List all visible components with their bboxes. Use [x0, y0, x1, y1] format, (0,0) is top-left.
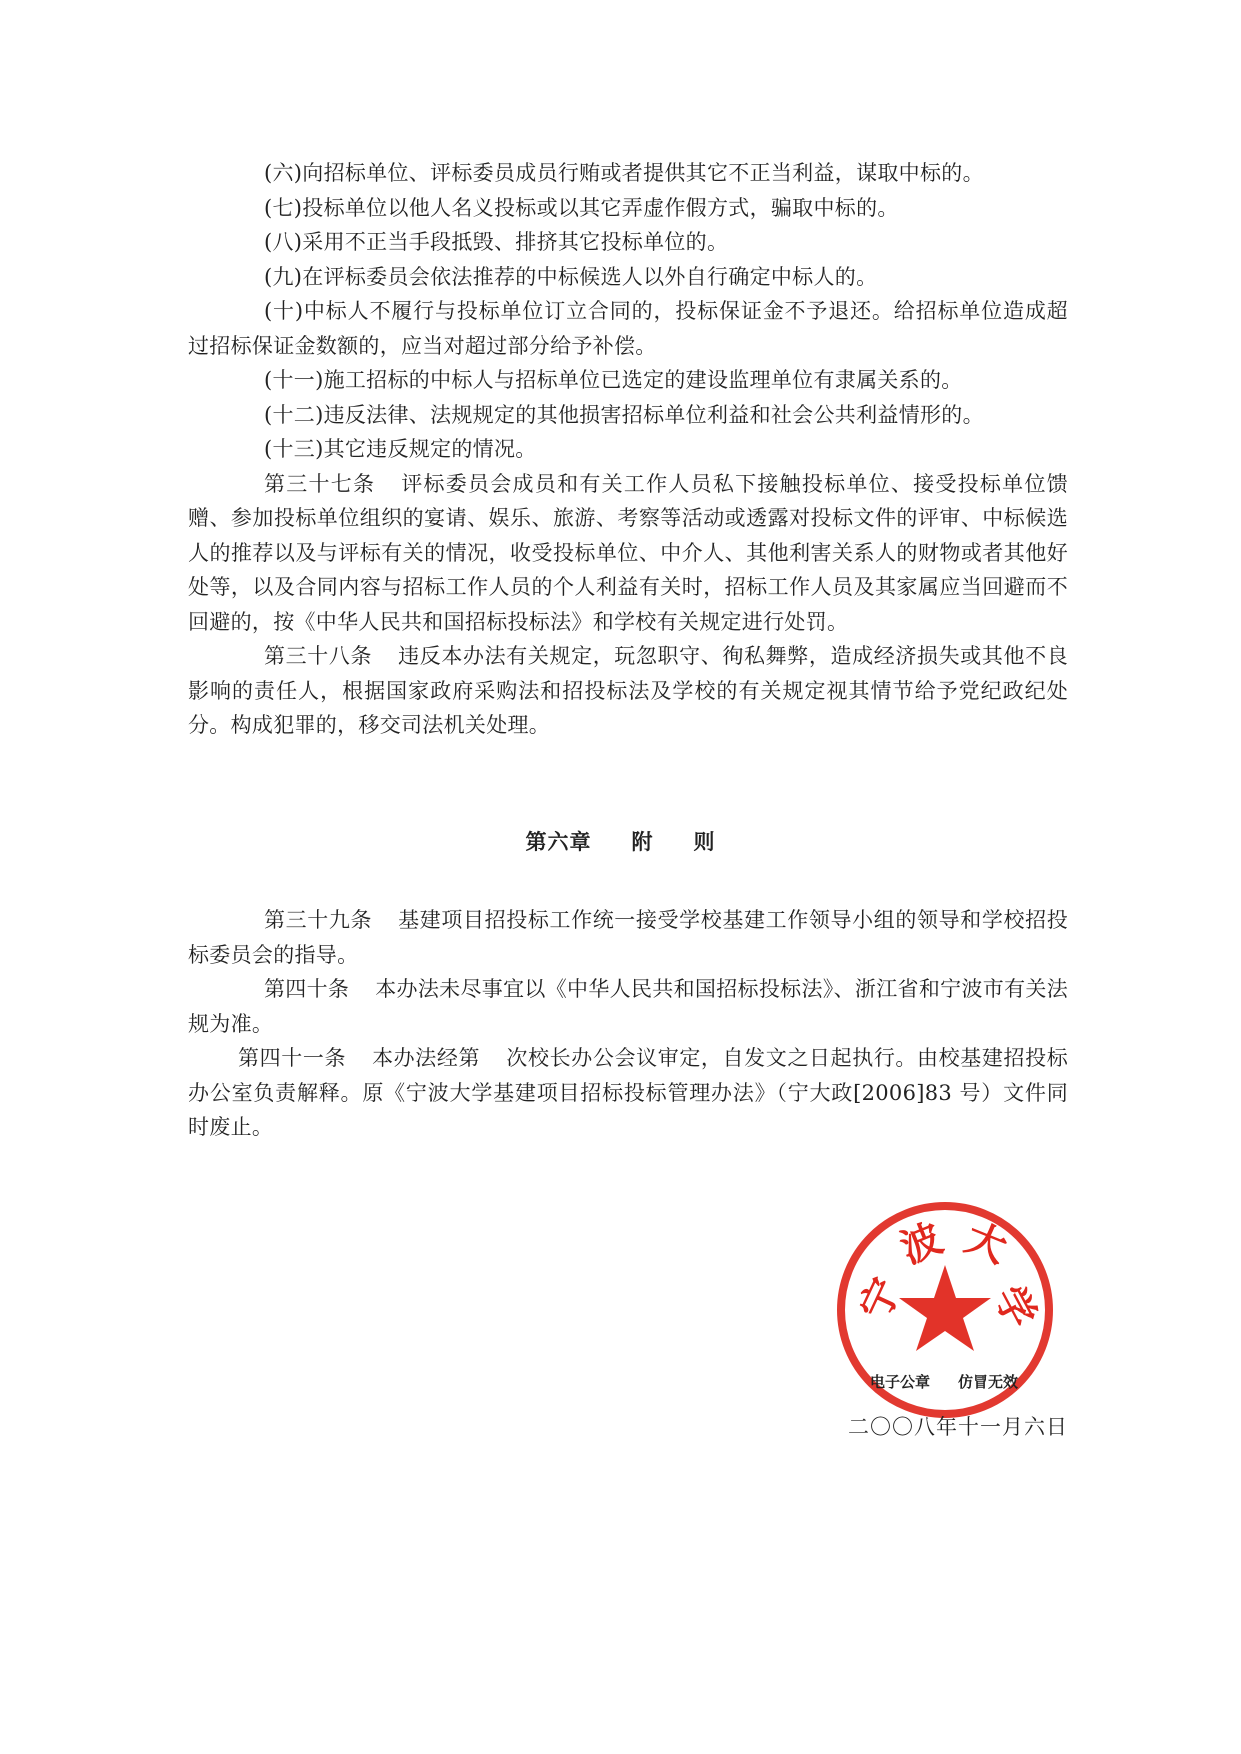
- list-item: (九)在评标委员会依法推荐的中标候选人以外自行确定中标人的。: [264, 264, 878, 289]
- chapter-number: 第六章: [525, 830, 592, 854]
- svg-text:波: 波: [894, 1215, 949, 1273]
- list-item: (十)中标人不履行与投标单位订立合同的，投标保证金不予退还。给招标单位造成超过招标保证金数额的，应当对超过部分给予补偿。: [188, 299, 1068, 358]
- chapter-title-char-1: 附: [631, 830, 654, 854]
- article-39: [188, 903, 1068, 972]
- violation-list: [188, 156, 1068, 743]
- article-41: [188, 1041, 1068, 1145]
- article-39-title: 第三十九条: [264, 908, 373, 932]
- article-41-text-before: 本办法经第: [372, 1046, 481, 1070]
- document-date: 二〇〇八年十一月六日: [848, 1415, 1068, 1439]
- article-38: [188, 639, 1068, 743]
- chapter-title-char-2: 则: [693, 830, 716, 854]
- chapter-heading: [0, 826, 1241, 856]
- list-item: (七)投标单位以他人名义投标或以其它弄虚作假方式，骗取中标的。: [264, 195, 899, 220]
- article-37-text: 评标委员会成员和有关工作人员私下接触投标单位、接受投标单位馈赠、参加投标单位组织的宴请、娱乐、旅游、考察等活动或透露对投标文件的评审、中标候选人的推荐以及与评标有关的情况，收受投标单位、中介人、其他利害关系人的财物或者其他好处等，以及合同内容与招标工作人员的个人利益有关时，招标工作人员及其家属应当回避而不回避的，按《中华人民共和国招标投标法》和学校有关规定进行处罚。: [188, 471, 1068, 634]
- list-item: (十三)其它违反规定的情况。: [264, 437, 537, 461]
- list-item: (六)向招标单位、评标委员成员行贿或者提供其它不正当利益，谋取中标的。: [264, 161, 984, 185]
- official-seal-stamp: [832, 1197, 1058, 1423]
- article-37: [188, 467, 1068, 640]
- svg-text:大: 大: [958, 1214, 1014, 1273]
- article-40-title: 第四十条: [264, 977, 350, 1001]
- svg-text:仿冒无效: 仿冒无效: [958, 1373, 1019, 1391]
- article-38-title: 第三十八条: [264, 644, 373, 668]
- article-40: [188, 972, 1068, 1041]
- chapter-six-body: [188, 903, 1068, 1145]
- list-item: (十一)施工招标的中标人与招标单位已选定的建设监理单位有隶属关系的。: [264, 368, 963, 392]
- article-39-text: 基建项目招投标工作统一接受学校基建工作领导小组的领导和学校招投标委员会的指导。: [188, 908, 1069, 967]
- svg-text:学: 学: [984, 1278, 1045, 1336]
- article-38-text: 违反本办法有关规定，玩忽职守、徇私舞弊，造成经济损失或其他不良影响的责任人，根据国家政府采购法和招投标法及学校的有关规定视其情节给予党纪政纪处分。构成犯罪的，移交司法机关处理。: [188, 644, 1069, 737]
- svg-text:电子公章: 电子公章: [870, 1373, 931, 1391]
- article-41-title: 第四十一条: [238, 1046, 347, 1070]
- svg-text:宁: 宁: [851, 1271, 911, 1328]
- article-41-text-after: 次校长办公会议审定，自发文之日起执行。由校基建招投标办公室负责解释。原《宁波大学基建项目招标投标管理办法》（宁大政[2006]83 号）文件同时废止。: [188, 1046, 1069, 1139]
- list-item: (十二)违反法律、法规规定的其他损害招标单位利益和社会公共利益情形的。: [264, 402, 984, 427]
- article-40-text: 本办法未尽事宜以《中华人民共和国招标投标法》、浙江省和宁波市有关法规为准。: [188, 977, 1068, 1036]
- article-37-title: 第三十七条: [264, 471, 376, 496]
- list-item: (八)采用不正当手段抵毁、排挤其它投标单位的。: [264, 230, 729, 254]
